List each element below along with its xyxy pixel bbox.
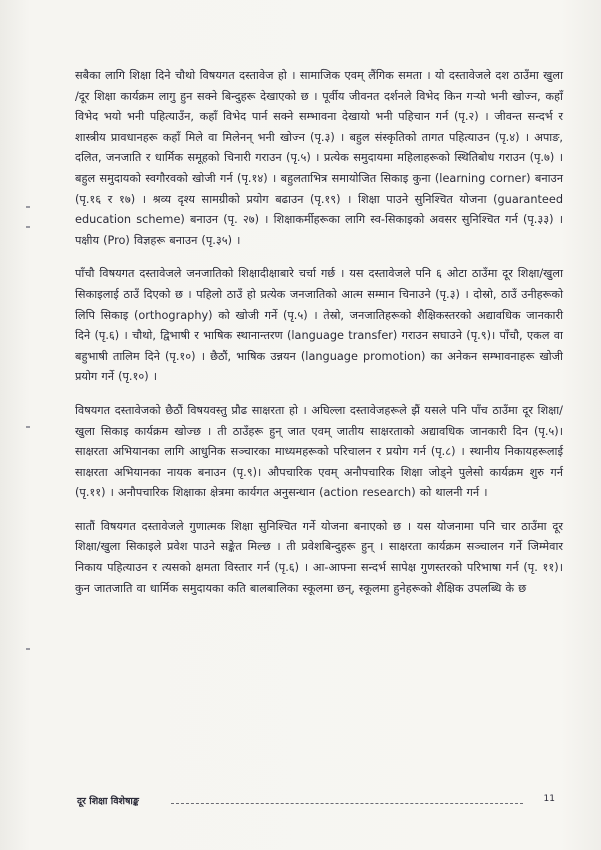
body-text xyxy=(75,66,563,612)
footer-rule xyxy=(171,803,523,804)
page-number: 11 xyxy=(543,794,555,804)
paragraph-4: सातौं विषयगत दस्तावेजले गुणात्मक शिक्षा सुनिश्चित गर्ने योजना बनाएको छ । यस योजनामा पनि चार ठाउँमा दूर शिक्षा/खुला सिकाइले प्रवेश पाउने सङ्केत मिल्छ । ती प्रवेशबिन्दुहरू हुन् । साक्षरता कार्यक्रम सञ्चालन गर्ने जिम्मेवार निकाय पहित्याउन र त्यसको क्षमता विस्तार गर्न (पृ.६) । आ-आफ्ना सन्दर्भ सापेक्ष गुणस्तरको परिभाषा गर्न (पृ. ११)। कुन जातजाति वा धार्मिक समुदायका कति बालबालिका स्कूलमा छन्, स्कूलमा हुनेहरूको शैक्षिक उपलब्धि के छ xyxy=(75,519,563,595)
paragraph-3: विषयगत दस्तावेजको छैठौं विषयवस्तु प्रौढ साक्षरता हो । अघिल्ला दस्तावेजहरूले झैं यसले पनि पाँच ठाउँमा दूर शिक्षा/खुला सिकाइ कार्यक्रम खोज्छ । ती ठाउँहरू हुन् जात एवम् जातीय साक्षरताको अद्यावधिक जानकारी दिन (पृ.५)। साक्षरता अभियानका लागि आधुनिक सञ्चारका माध्यमहरूको परिचालन र प्रयोग गर्न (पृ.८) । स्थानीय निकायहरूलाई साक्षरता अभियानका नायक बनाउन (पृ.९)। औपचारिक एवम् अनौपचारिक शिक्षा जोड्ने पुलेसो कार्यक्रम शुरु गर्न (पृ.११) । अनौपचारिक शिक्षाका क्षेत्रमा कार्यगत अनुसन्धान (action research) को थालनी गर्न । xyxy=(75,403,563,500)
footer-title: दूर शिक्षा विशेषाङ्क xyxy=(77,796,139,807)
page-footer xyxy=(77,794,567,810)
binder-mark xyxy=(26,426,30,428)
binder-mark xyxy=(26,226,30,228)
paragraph-2: पाँचौ विषयगत दस्तावेजले जनजातिको शिक्षादीक्षाबारे चर्चा गर्छ । यस दस्तावेजले पनि ६ ओटा ठाउँमा दूर शिक्षा/खुला सिकाइलाई ठाउँ दिएको छ । पहिलो ठाउँ हो प्रत्येक जनजातिको आत्म सम्मान चिनाउने (पृ.३) । दोस्रो, ठाउँ उनीहरूको लिपि सिकाइ (orthography) को खोजी गर्ने (पृ.५) । तेस्रो, जनजातिहरूको शैक्षिकस्तरको अद्यावधिक जानकारी दिने (पृ.६) । चौथो, द्विभाषी र भाषिक स्थानान्तरण (language transfer) गराउन सघाउने (पृ.९)। पाँचौ, एकल वा बहुभाषी तालिम दिने (पृ.१०) । छैठौं, भाषिक उन्नयन (language promotion) का अनेकन सम्भावनाहरू खोजी प्रयोग गर्ने (पृ.१०) । xyxy=(75,267,563,384)
binder-mark xyxy=(26,206,30,208)
paragraph-1: सबैका लागि शिक्षा दिने चौथो विषयगत दस्तावेज हो । सामाजिक एवम् लैंगिक समता । यो दस्तावेजले दश ठाउँमा खुला /दूर शिक्षा कार्यक्रम लागु हुन सक्ने बिन्दुहरू देखाएको छ । पूर्वीय जीवनत दर्शनले विभेद किन गऱ्यो भनी खोज्न, कहाँ विभेद भयो भनी पहित्याउँन, कहाँ विभेद पार्न सक्ने सम्भावना देखायो भनी पहिचान गर्न (पृ.२) । जीवन्त सन्दर्भ र शास्त्रीय प्रावधानहरू कहाँ मिले वा मिलेनन् भनी खोज्न (पृ.३) । बहुल संस्कृतिको तागत पहित्याउन (पृ.४) । अपाङ, दलित, जनजाति र धार्मिक समूहको चिनारी गराउन (पृ.५) । प्रत्येक समुदायमा महिलाहरूको स्थितिबोध गराउन (पृ.७) । बहुल समुदायको स्वगौरवको खोजी गर्न (पृ.१४) । बहुलताभित्र समायोजित सिकाइ कुना (learning corner) बनाउन (पृ.१६ र १७) । श्रव्य दृश्य सामग्रीको प्रयोग बढाउन (पृ.१९) । शिक्षा पाउने सुनिश्चित योजना (guaranteed education scheme) बनाउन (पृ. २७) । शिक्षाकर्मीहरूका लागि स्व-सिकाइको अवसर सुनिश्चित गर्न (पृ.३३) । पक्षीय (Pro) विज्ञहरू बनाउन (पृ.३५) । xyxy=(75,69,563,247)
binder-mark xyxy=(26,648,30,650)
